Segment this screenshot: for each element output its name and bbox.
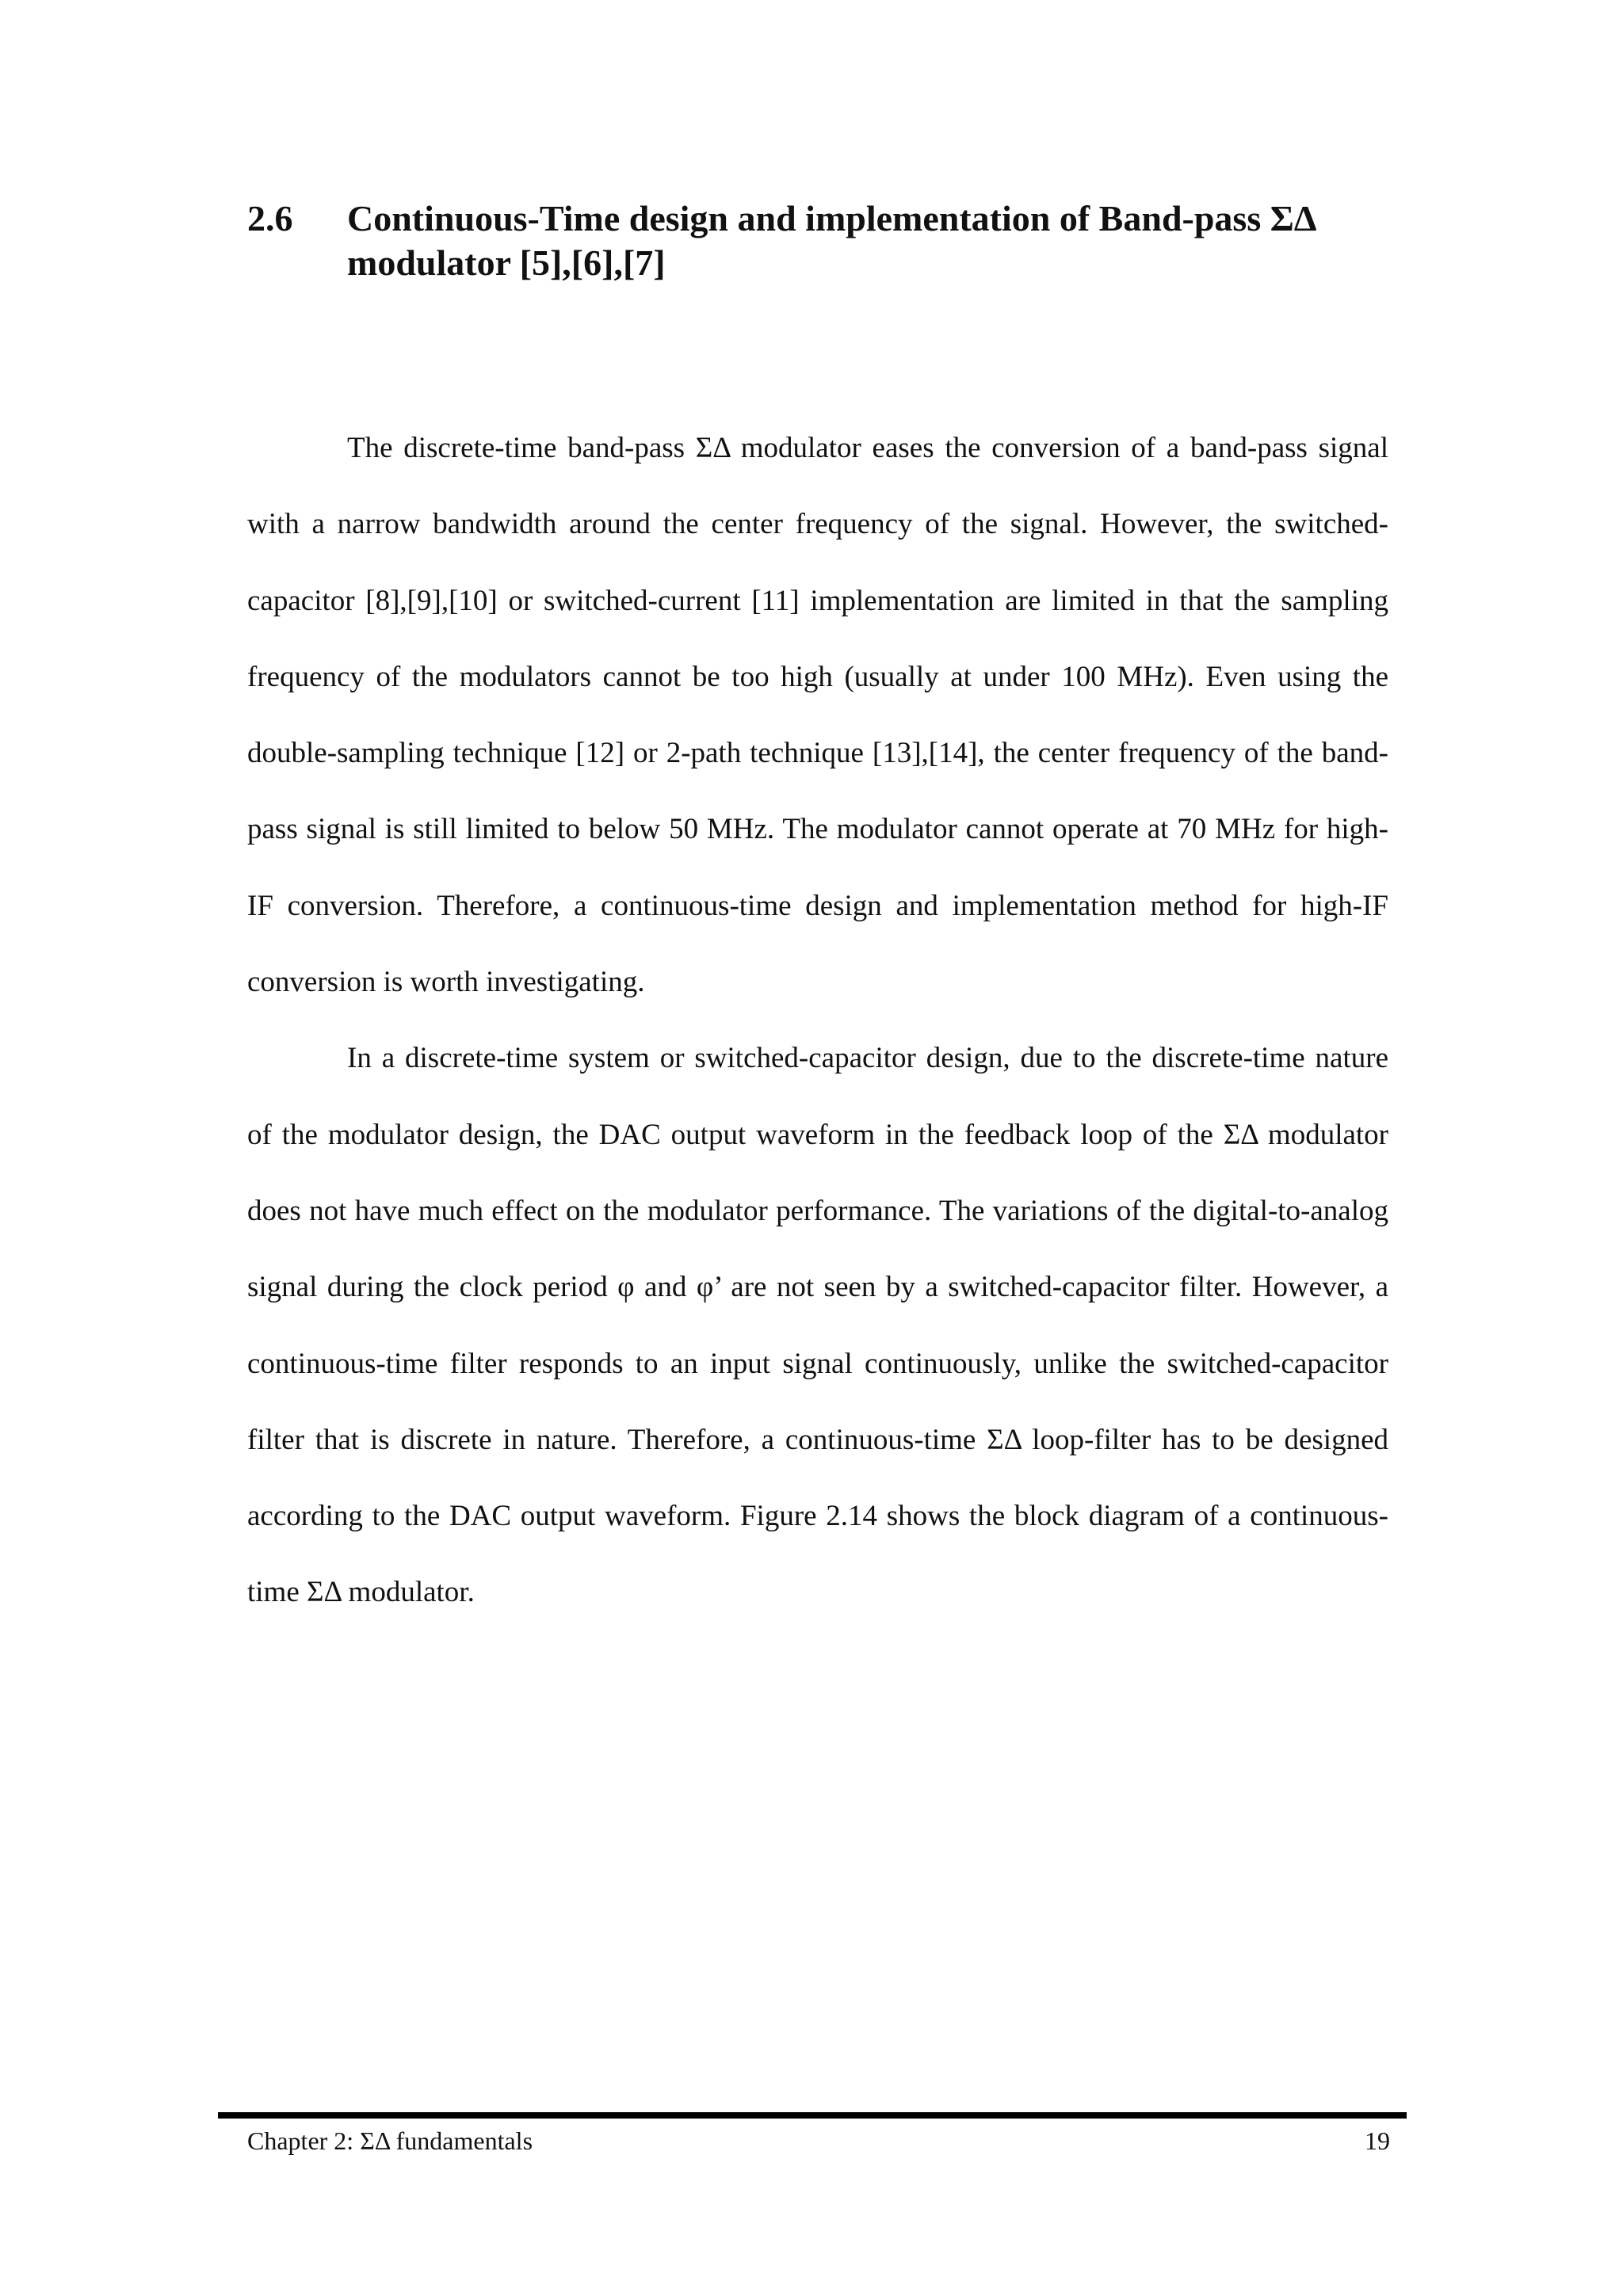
section-title: Continuous-Time design and implementation of Band-pass ΣΔ modulator [5],[6],[7] [347, 198, 1316, 283]
paragraph-2: In a discrete-time system or switched-capacitor design, due to the discrete-time nature of the modulator design, the DAC output waveform in the feedback loop of the ΣΔ modulator does not have much effect on the modulator performance. The variations of the digital-to-analog signal during the clock period φ and φ’ are not seen by a switched-capacitor filter. However, a continuous-time filter responds to an input signal continuously, unlike the switched-capacitor filter that is discrete in nature. Therefore, a continuous-time ΣΔ loop-filter has to be designed according to the DAC output waveform. Figure 2.14 shows the block diagram of a continuous-time ΣΔ modulator. [247, 1042, 1388, 1609]
footer-page-number: 19 [1365, 2126, 1390, 2155]
paragraph-1: The discrete-time band-pass ΣΔ modulator eases the conversion of a band-pass signal with a narrow bandwidth around the center frequency of the signal. However, the switched-capacitor [8],[9],[10] or switched-current [11] implementation are limited in that the sampling frequency of the modulators cannot be too high (usually at under 100 MHz). Even using the double-sampling technique [12] or 2-path technique [13],[14], the center frequency of the band-pass signal is still limited to below 50 MHz. The modulator cannot operate at 70 MHz for high-IF conversion. Therefore, a continuous-time design and implementation method for high-IF conversion is worth investigating. [247, 432, 1388, 999]
footer-chapter-label: Chapter 2: ΣΔ fundamentals [247, 2126, 533, 2155]
footer-rule [218, 2112, 1407, 2119]
section-number: 2.6 [247, 198, 293, 238]
body-text [247, 410, 1388, 1631]
section-heading [247, 196, 1404, 285]
